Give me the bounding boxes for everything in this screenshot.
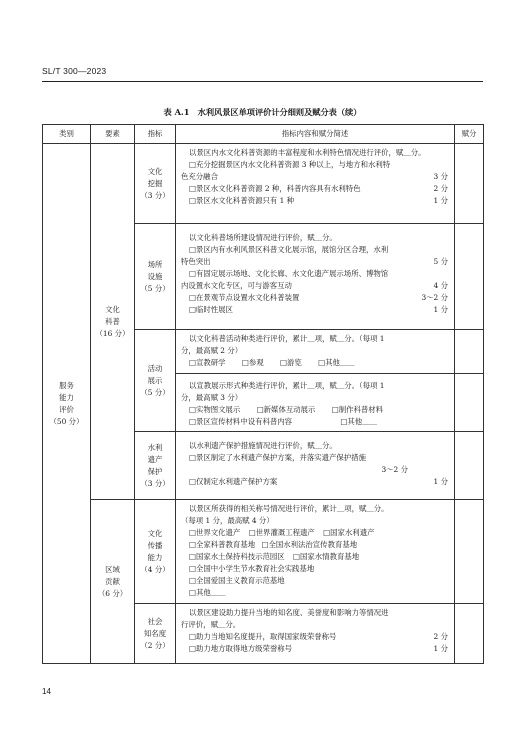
col-header-category: 类别 <box>43 125 91 144</box>
indicator-cell: 活动 展示 （5 分） <box>135 330 176 432</box>
content-cell: 以景区所获得的相关称号情况进行评价，累计＿项，赋＿分。 （每项 1 分，最高赋 4 分） □世界文化遗产 □世界灌溉工程遗产 □国家水利遗产 □全家科普教育基地 □全国水利法治宣传教育基地 □国家水土保持科技示范园区 □国家水情教育基地 □全国中小学生节水教育社会实践基地 □全国爱国主义教育示范基地 □其他＿＿ <box>176 500 455 604</box>
content-cell: 以文化科普活动种类进行评价，累计＿项，赋＿分。（每项 1 分，最高赋 2 分） □宣教研学 □参观 □游览 □其他＿＿ <box>176 330 455 374</box>
content-cell: 以文化科普场所建设情况进行评价，赋＿分。 □景区内有水利风景区科普文化展示馆，展馆分区合理，水利 特色突出 5 分 □有固定展示场地、文化长廊、水文化遗产展示场所、博物馆 内设置水文化专区，可与游客互动 4 分 □在景观节点设置水文化科普装置 3～2 分 □临时性展区 1 分 <box>176 224 455 330</box>
col-header-score: 赋分 <box>455 125 484 144</box>
col-header-element: 要素 <box>91 125 135 144</box>
indicator-cell: 场所 设施 （5 分） <box>135 224 176 330</box>
indicator-cell: 水利 遗产 保护 （3 分） <box>135 432 176 500</box>
table-header-row <box>43 125 484 144</box>
indicator-cell: 社会 知名度 （2 分） <box>135 604 176 664</box>
element-cell-region: 区域 贡献 （6 分） <box>91 500 135 664</box>
element-cell-culture: 文化 科普 （16 分） <box>91 144 135 500</box>
table-row <box>43 500 484 604</box>
score-cell <box>455 330 484 374</box>
header-rule <box>42 81 483 82</box>
page-number: 14 <box>42 687 51 696</box>
score-cell <box>455 224 484 330</box>
content-cell: 以水利遗产保护措施情况进行评价，赋＿分。 □景区制定了水利遗产保护方案，并落实遗产保护措施 3～2 分 □仅制定水利遗产保护方案 1 分 <box>176 432 455 500</box>
table-row <box>43 144 484 224</box>
category-cell: 服务 能力 评价 （50 分） <box>43 144 91 664</box>
score-cell <box>455 432 484 500</box>
document-code: SL/T 300—2023 <box>42 66 107 76</box>
content-cell: 以景区内水文化科普资源的丰富程度和水利特色情况进行评价，赋＿分。 □充分挖掘景区内水文化科普资源 3 种以上，与地方和水利特 色充分融合 3 分 □景区水文化科普资源 2 种，科普内容具有水利特色 2 分 □景区水文化科普资源只有 1 种 1 分 <box>176 144 455 224</box>
col-header-content: 指标内容和赋分简述 <box>176 125 455 144</box>
score-cell <box>455 604 484 664</box>
content-cell: 以宣教展示形式种类进行评价，累计＿项，赋＿分。（每项 1 分，最高赋 3 分） □实物图文展示 □新媒体互动展示 □制作科普材料 □景区宣传材料中设有科普内容 □其他＿＿ <box>176 374 455 432</box>
score-cell <box>455 144 484 224</box>
table-caption: 表 A.1 水利风景区单项评价计分细则及赋分表（续） <box>163 107 362 117</box>
indicator-cell: 文化 传播 能力 （4 分） <box>135 500 176 604</box>
indicator-cell: 文化 挖掘 （3 分） <box>135 144 176 224</box>
score-cell <box>455 500 484 604</box>
content-cell: 以景区建设助力提升当地的知名度、美誉度和影响力等情况进 行评价，赋＿分。 □助力当地知名度提升，取得国家级荣誉称号 2 分 □助力地方取得地方级荣誉称号 1 分 <box>176 604 455 664</box>
score-cell <box>455 374 484 432</box>
scoring-table <box>42 124 484 664</box>
col-header-indicator: 指标 <box>135 125 176 144</box>
